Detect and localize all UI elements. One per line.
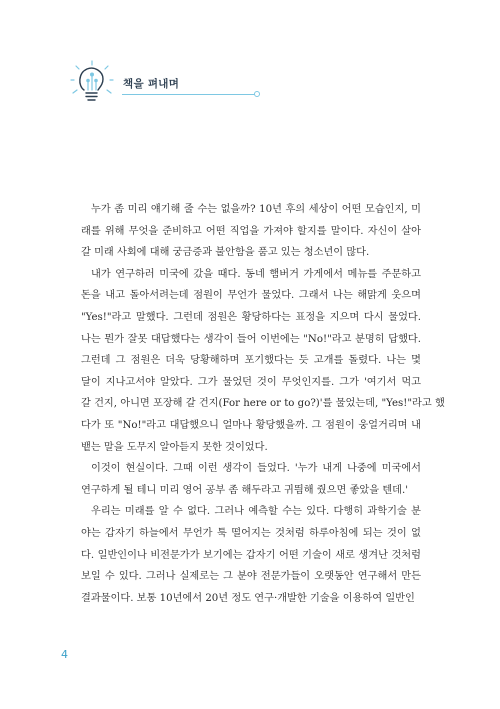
text-line: 그런데 그 점원은 더욱 당황해하며 포기했다는 듯 고개를 돌렸다. 나는 몇 [81,355,421,367]
text-line: 보일 수 있다. 그러나 실제로는 그 분야 전문가들이 오랫동안 연구해서 만든 [81,571,421,583]
body-text [81,199,445,609]
text-line: 야는 갑자기 하늘에서 무언가 툭 떨어지는 것처럼 하루아침에 되는 것이 없 [81,527,421,539]
header-rule-dot [254,91,260,97]
text-line: 뱉는 말을 도무지 알아듣지 못한 것이었다. [81,441,268,453]
text-line: "Yes!"라고 말했다. 그런데 점원은 황당하다는 표정을 지으며 다시 물었다. [81,311,421,323]
text-line: 누가 좀 미리 얘기해 줄 수는 없을까? 10년 후의 세상이 어떤 모습인지, 미 [91,204,421,215]
text-line: 이것이 현실이다. 그때 이런 생각이 들었다. '누가 내게 나중에 미국에서 [91,463,421,475]
page-number: 4 [61,648,68,661]
chapter-header [70,60,210,110]
text-line: 갈 미래 사회에 대해 궁금증과 불안함을 품고 있는 청소년이 많다. [81,247,370,259]
header-rule [122,94,256,95]
text-line: 결과물이다. 보통 10년에서 20년 정도 연구·개발한 기술을 이용하여 일반인 [81,592,415,604]
text-line: 달이 지나고서야 알았다. 그가 물었던 것이 무엇인지를. 그가 '여기서 먹고 [81,376,421,388]
text-line: 다. 일반인이나 비전문가가 보기에는 갑자기 어떤 기술이 새로 생겨난 것처럼 [81,549,421,561]
lightbulb-circuit-icon [70,60,114,108]
text-line: 나는 뭔가 잘못 대답했다는 생각이 들어 이번에는 "No!"라고 분명히 답했다. [81,333,421,345]
text-line: 다가 또 "No!"라고 대답했으니 얼마나 황당했을까. 그 점원이 웅얼거리며 내 [81,419,421,431]
text-line: 돈을 내고 돌아서려는데 점원이 무언가 물었다. 그래서 나는 해맑게 웃으며 [81,290,421,302]
text-line: 연구하게 될 테니 미리 영어 공부 좀 해두라고 귀띔해 줬으면 좋았을 텐데.' [81,484,409,496]
text-line: 내가 연구하러 미국에 갔을 때다. 동네 햄버거 가게에서 메뉴를 주문하고 [91,268,421,280]
text-line: 우리는 미래를 알 수 없다. 그러나 예측할 수는 있다. 다행히 과학기술 분 [91,506,421,518]
chapter-title: 책을 펴내며 [123,78,180,90]
text-line: 래를 위해 무엇을 준비하고 어떤 직업을 가져야 할지를 말이다. 자신이 살아 [81,225,421,237]
text-line: 갈 건지, 아니면 포장해 갈 건지(For here or to go?)'를 물었는데, "Yes!"라고 했 [81,398,445,410]
